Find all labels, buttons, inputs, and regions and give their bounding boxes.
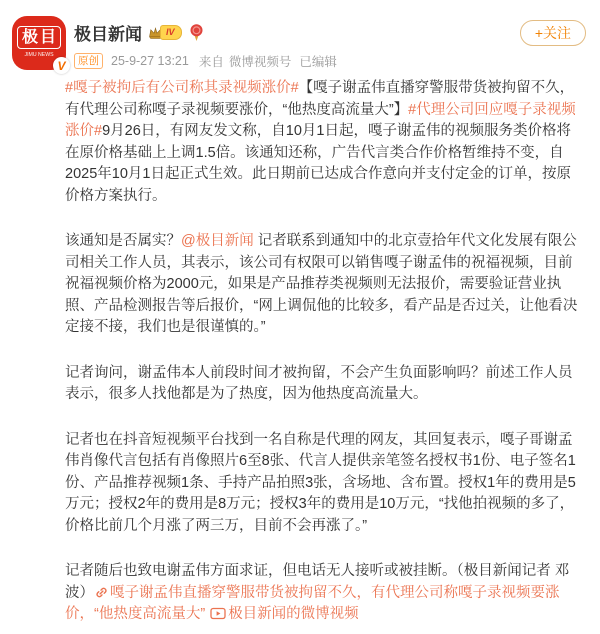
video-icon — [210, 607, 226, 620]
post-paragraph — [65, 430, 579, 538]
text-segment: 记者询问，谢孟伟本人前段时间才被拘留，不会产生负面影响吗？前述工作人员表示，很多人找他都是为了热度，因为他热度高流量大。 — [65, 364, 573, 402]
text-segment: 该通知是否属实？ — [65, 233, 181, 249]
original-badge: 原创 — [74, 53, 103, 69]
follow-button[interactable]: +关注 — [520, 20, 586, 46]
text-segment: 记者也在抖音短视频平台找到一名自称是代理的网友，其回复表示，嘎子哥谢孟伟肖像代言包括有肖像照片6至8张、代言人提供亲笔签名授权书1份、电子签名1份、产品推荐视频1条、手持产品拍照3张，含场地、含布置。授权1年的费用是5万元；授权2年的费用是8万元；授权3年的费用是10万元，“找他拍视频的多了，价格比前几个月涨了两三万，目前不会再涨了。” — [65, 431, 576, 534]
edited-label: 已编辑 — [299, 55, 337, 69]
text-segment: 记者联系到通知中的北京壹拾年代文化发展有限公司相关工作人员，其表示，该公司有权限可以销售嘎子谢孟伟的祝福视频，目前祝福视频价格为2000元，如果是产品推荐类视频则无法报价，需要验证营业执照、产品检测报告等后报价，“网上调侃他的比较多，看产品是否过关，让他看决定接不接，我们也是很谨慎的。” — [65, 233, 578, 335]
username[interactable]: 极目新闻 — [74, 25, 142, 44]
text-segment: 记者随后也致电谢孟伟方面求证，但电话无人接听或被挂断。（极目新闻记者 邓波） — [65, 563, 570, 601]
vip-level-label: IV — [160, 25, 182, 40]
post-paragraph — [65, 363, 579, 406]
avatar-logo-subtext: JIMU NEWS — [24, 51, 54, 58]
timestamp: 25-9-27 13:21 — [111, 54, 189, 68]
post-meta-row — [74, 52, 520, 70]
author-name-row — [74, 20, 520, 45]
post-content — [0, 70, 600, 626]
link-icon — [95, 586, 108, 599]
weibo-video-link[interactable]: 极目新闻的微博视频 — [209, 606, 359, 622]
post-paragraph — [65, 231, 579, 339]
avatar[interactable] — [12, 16, 66, 73]
vip-crown-badge[interactable] — [148, 25, 182, 40]
article-link[interactable]: 嘎子谢孟伟直播穿警服带货被拘留不久，有代理公司称嘎子录视频要涨价，“他热度高流量大” — [65, 584, 560, 622]
author-info — [74, 16, 520, 70]
hashtag-link[interactable]: #代理公司回应嘎子录视频涨价# — [65, 101, 576, 139]
text-segment: 9月26日，有网友发文称，自10月1日起，嘎子谢孟伟的视频服务类价格将在原价格基础上上调1.5倍。该通知还称，广告代言类合作价格暂维持不变，自2025年10月1日起正式生效。此日期前已达成合作意向并支付定金的订单，按原价格方案执行。 — [65, 123, 571, 204]
post-paragraph — [65, 561, 579, 626]
source-link[interactable]: 微博视频号 — [228, 55, 292, 69]
mention-link[interactable]: @极目新闻 — [181, 233, 254, 249]
post-paragraph — [65, 78, 579, 207]
source-prefix: 来自 — [198, 55, 224, 69]
avatar-logo-text: 极目 — [17, 26, 61, 49]
hashtag-link[interactable]: #嘎子被拘后有公司称其录视频涨价# — [65, 80, 299, 96]
post-header — [0, 0, 600, 73]
medal-badge-icon[interactable] — [190, 24, 203, 41]
text-segment: 【嘎子谢孟伟直播穿警服带货被拘留不久，有代理公司称嘎子录视频要涨价，“他热度高流量大”】 — [65, 80, 575, 118]
verified-v-icon: V — [53, 57, 70, 74]
